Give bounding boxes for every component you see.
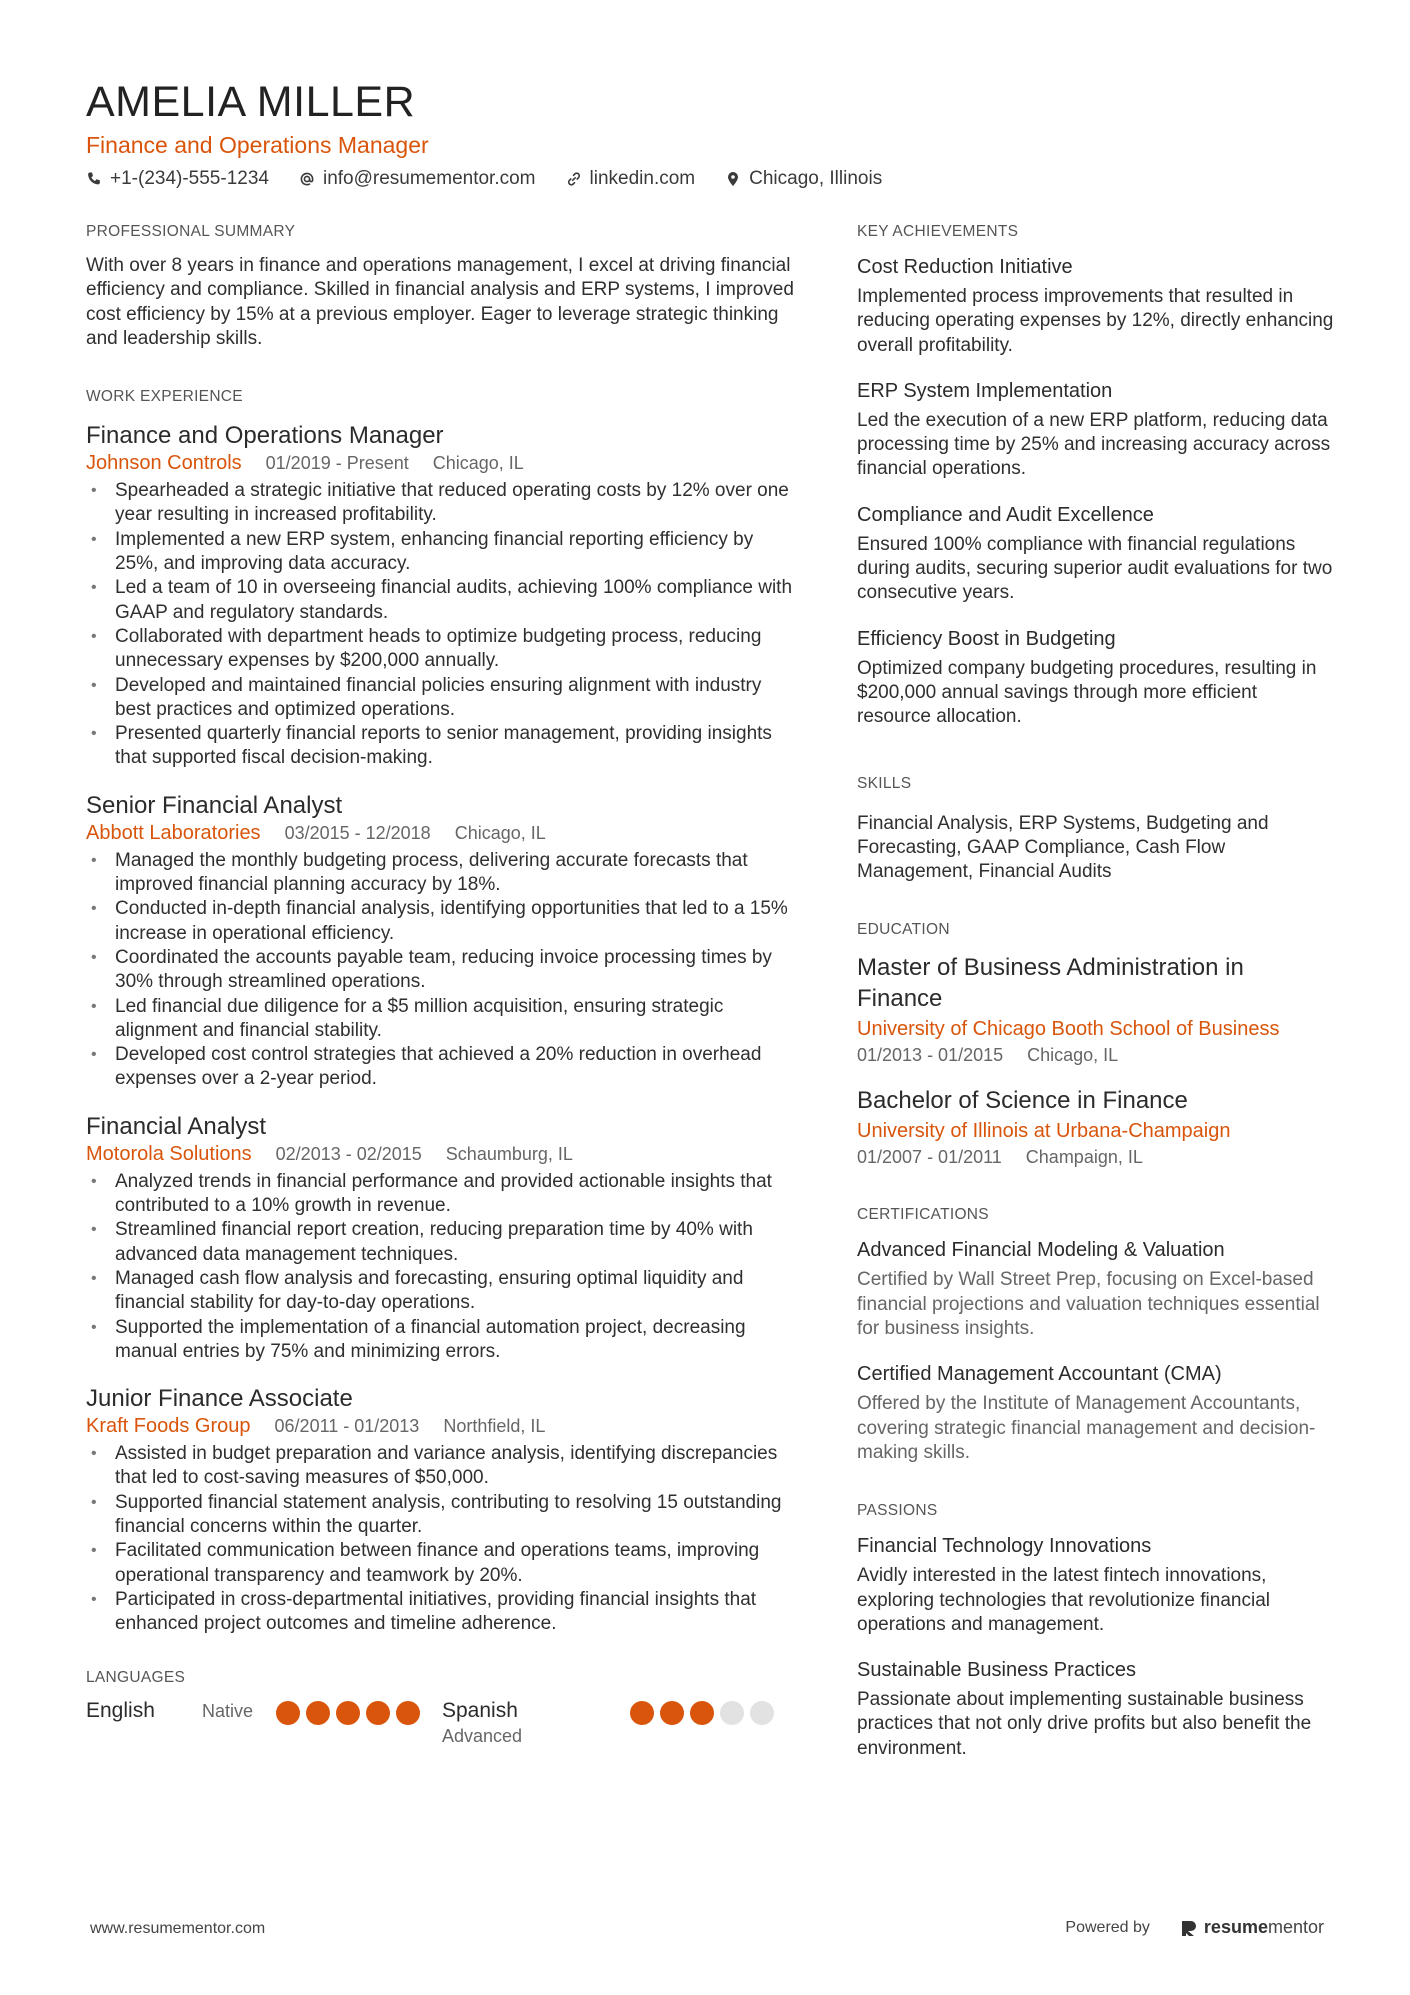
language-name: English (86, 1699, 155, 1723)
certification-title: Advanced Financial Modeling & Valuation (857, 1239, 1225, 1262)
job-company: Johnson Controls (86, 452, 242, 475)
job-title: Senior Financial Analyst (86, 791, 343, 819)
page-footer (0, 1912, 1410, 1952)
language-item-english (86, 1698, 442, 1748)
job-company: Motorola Solutions (86, 1142, 252, 1165)
passion-title: Financial Technology Innovations (857, 1535, 1152, 1558)
certifications-section (857, 1205, 1335, 1465)
bullet-item: • Supported the implementation of a financial automation project, decreasing manual entries by 75% and minimizing errors. (86, 1316, 798, 1365)
brand-logo[interactable] (1180, 1917, 1324, 1938)
rating-dot-filled (690, 1701, 714, 1725)
skills-section (857, 774, 1335, 885)
job-title: Financial Analyst (86, 1112, 267, 1140)
bullet-item: • Led financial due diligence for a $5 million acquisition, ensuring strategic alignment and financial stability. (86, 995, 798, 1044)
bullet-item: • Led a team of 10 in overseeing financial audits, achieving 100% compliance with GAAP and regulatory standards. (86, 576, 798, 625)
email-text: info@resumementor.com (322, 168, 536, 189)
candidate-name: AMELIA MILLER (86, 78, 416, 126)
job-bullets (86, 1442, 798, 1636)
passion-item (857, 1657, 1335, 1761)
education-dates: 01/2013 - 01/2015 (857, 1045, 1004, 1066)
left-column (86, 222, 798, 1748)
education-school: University of Illinois at Urbana-Champaign (857, 1120, 1231, 1143)
job-dates: 03/2015 - 12/2018 (284, 822, 431, 843)
job-bullets (86, 849, 798, 1092)
job-location: Northfield, IL (443, 1416, 546, 1437)
location-pin-icon (725, 171, 741, 187)
at-icon (299, 171, 315, 187)
job-entry (86, 1384, 798, 1636)
bullet-item: • Coordinated the accounts payable team, reducing invoice processing times by 30% through streamlined operations. (86, 946, 798, 995)
experience-section (86, 387, 798, 1636)
language-label-group (86, 1698, 202, 1724)
education-item (857, 1085, 1335, 1169)
job-meta (86, 1414, 798, 1439)
certification-item (857, 1237, 1335, 1341)
language-name: Spanish (442, 1699, 518, 1723)
rating-dot-filled (630, 1701, 654, 1725)
achievement-text: Led the execution of a new ERP platform, reducing data processing time by 25% and increasing accuracy across financial operations. (857, 409, 1331, 480)
certification-item (857, 1361, 1335, 1465)
achievement-text: Ensured 100% compliance with financial regulations during audits, securing superior audit evaluations for two consecutive years. (857, 533, 1333, 604)
achievement-item (857, 626, 1335, 730)
powered-by-label: Powered by (1065, 1918, 1150, 1936)
achievement-title: Compliance and Audit Excellence (857, 503, 1154, 526)
languages-row (86, 1698, 798, 1748)
bullet-item: • Developed cost control strategies that achieved a 20% reduction in overhead expenses over a 2-year period. (86, 1043, 798, 1092)
section-title-certifications: CERTIFICATIONS (857, 1206, 989, 1224)
achievement-item (857, 254, 1335, 358)
certification-text: Offered by the Institute of Management Accountants, covering strategic financial management and decision-making skills. (857, 1393, 1316, 1463)
job-entry (86, 421, 798, 771)
bullet-item: • Presented quarterly financial reports to senior management, providing insights that supported fiscal decision-making. (86, 722, 798, 771)
job-meta (86, 1142, 798, 1167)
language-level: Native (202, 1701, 254, 1722)
job-entry (86, 791, 798, 1092)
rating-dot-empty (720, 1701, 744, 1725)
job-dates: 06/2011 - 01/2013 (274, 1416, 420, 1437)
job-title: Junior Finance Associate (86, 1385, 353, 1413)
bullet-item: • Facilitated communication between finance and operations teams, improving operational transparency and teamwork by 20%. (86, 1539, 798, 1588)
language-level: Advanced (442, 1726, 523, 1747)
job-bullets (86, 1170, 798, 1364)
contact-linkedin[interactable] (566, 166, 696, 192)
rating-dot-filled (396, 1701, 420, 1725)
phone-text: +1-(234)-555-1234 (110, 168, 269, 189)
achievement-item (857, 378, 1335, 482)
achievement-title: ERP System Implementation (857, 379, 1113, 402)
education-degree: Master of Business Administration in Finance (857, 954, 1244, 1013)
language-label-group (442, 1698, 630, 1748)
job-bullets (86, 479, 798, 771)
education-location: Champaign, IL (1025, 1147, 1143, 1168)
achievement-title: Efficiency Boost in Budgeting (857, 627, 1116, 650)
rating-dot-filled (366, 1701, 390, 1725)
bullet-item: • Spearheaded a strategic initiative that reduced operating costs by 12% over one year resulting in increased profitability. (86, 479, 798, 528)
job-entry (86, 1112, 798, 1364)
education-dates: 01/2007 - 01/2011 (857, 1147, 1002, 1168)
summary-section (86, 222, 798, 351)
certification-title: Certified Management Accountant (CMA) (857, 1363, 1222, 1386)
brand-name-bold: resume (1203, 1917, 1268, 1937)
resumementor-logo-icon (1180, 1919, 1198, 1937)
job-dates: 01/2019 - Present (265, 453, 409, 474)
job-meta (86, 821, 798, 846)
rating-dot-empty (750, 1701, 774, 1725)
job-title: Finance and Operations Manager (86, 422, 444, 450)
job-location: Schaumburg, IL (445, 1143, 573, 1164)
education-section (857, 920, 1335, 1169)
language-rating (276, 1701, 420, 1725)
location-text: Chicago, Illinois (749, 168, 883, 189)
education-school: University of Chicago Booth School of Business (857, 1018, 1280, 1041)
bullet-item: • Collaborated with department heads to optimize budgeting process, reducing unnecessary expenses by $200,000 annually. (86, 625, 798, 674)
languages-section (86, 1668, 798, 1748)
link-icon (566, 171, 582, 187)
education-meta (857, 1043, 1335, 1067)
bullet-item: • Managed the monthly budgeting process, delivering accurate forecasts that improved financial planning accuracy by 18%. (86, 849, 798, 898)
passions-section (857, 1501, 1335, 1761)
education-location: Chicago, IL (1027, 1045, 1119, 1066)
phone-icon (86, 171, 102, 187)
rating-dot-filled (276, 1701, 300, 1725)
section-title-achievements: KEY ACHIEVEMENTS (857, 223, 1019, 240)
skills-text: Financial Analysis, ERP Systems, Budgeting and Forecasting, GAAP Compliance, Cash Flow Management, Financial Audits (857, 812, 1269, 883)
section-title-experience: WORK EXPERIENCE (86, 388, 243, 406)
bullet-item: • Managed cash flow analysis and forecasting, ensuring optimal liquidity and financial stability for day-to-day operations. (86, 1267, 798, 1316)
achievements-section (857, 222, 1335, 730)
contact-location (725, 166, 882, 192)
bullet-item: • Analyzed trends in financial performance and provided actionable insights that contributed to a 10% growth in revenue. (86, 1170, 798, 1219)
language-rating (630, 1701, 774, 1725)
footer-branding (1065, 1917, 1324, 1938)
job-dates: 02/2013 - 02/2015 (275, 1143, 422, 1164)
contact-bar (86, 166, 1326, 192)
education-degree: Bachelor of Science in Finance (857, 1087, 1188, 1115)
brand-name-rest: mentor (1267, 1917, 1324, 1937)
achievement-title: Cost Reduction Initiative (857, 256, 1073, 278)
passion-text: Passionate about implementing sustainable business practices that not only drive profits but also benefit the environment. (857, 1689, 1312, 1759)
education-meta (857, 1145, 1335, 1169)
education-item (857, 952, 1335, 1067)
section-title-skills: SKILLS (857, 774, 912, 792)
bullet-item: • Developed and maintained financial policies ensuring alignment with industry best practices and optimized operations. (86, 674, 798, 723)
job-location: Chicago, IL (454, 822, 546, 843)
section-title-languages: LANGUAGES (86, 1669, 186, 1687)
bullet-item: • Participated in cross-departmental initiatives, providing financial insights that enhanced project outcomes and timeline adherence. (86, 1588, 798, 1637)
linkedin-text: linkedin.com (589, 168, 696, 189)
contact-phone[interactable] (86, 166, 269, 192)
achievement-text: Optimized company budgeting procedures, resulting in $200,000 annual savings through more efficient resource allocation. (857, 657, 1317, 728)
summary-text: With over 8 years in finance and operations management, I excel at driving financial efficiency and compliance. Skilled in financial analysis and ERP systems, I improved cost efficiency by 15% at a previous employer. Eager to leverage strategic thinking and leadership skills. (86, 255, 794, 349)
candidate-title: Finance and Operations Manager (86, 132, 429, 158)
job-company: Abbott Laboratories (86, 821, 261, 844)
job-meta (86, 451, 798, 476)
achievement-text: Implemented process improvements that resulted in reducing operating expenses by 12%, directly enhancing overall profitability. (857, 286, 1334, 356)
achievement-item (857, 502, 1335, 606)
section-title-summary: PROFESSIONAL SUMMARY (86, 223, 296, 240)
rating-dot-filled (336, 1701, 360, 1725)
bullet-item: • Conducted in-depth financial analysis, identifying opportunities that led to a 15% increase in operational efficiency. (86, 897, 798, 946)
bullet-item: • Supported financial statement analysis, contributing to resolving 15 outstanding financial concerns within the quarter. (86, 1491, 798, 1540)
contact-email[interactable] (299, 166, 536, 192)
resume-header (86, 76, 1326, 192)
section-title-passions: PASSIONS (857, 1502, 938, 1520)
passion-title: Sustainable Business Practices (857, 1659, 1137, 1682)
job-company: Kraft Foods Group (86, 1415, 251, 1438)
right-column (857, 222, 1335, 1761)
certification-text: Certified by Wall Street Prep, focusing on Excel-based financial projections and valuation techniques essential for business insights. (857, 1269, 1320, 1340)
job-location: Chicago, IL (432, 453, 524, 474)
bullet-item: • Assisted in budget preparation and variance analysis, identifying discrepancies that led to cost-saving measures of $50,000. (86, 1442, 798, 1491)
passion-item (857, 1533, 1335, 1637)
language-item-spanish (442, 1698, 798, 1748)
rating-dot-filled (660, 1701, 684, 1725)
bullet-item: • Implemented a new ERP system, enhancing financial reporting efficiency by 25%, and improving data accuracy. (86, 528, 798, 577)
rating-dot-filled (306, 1701, 330, 1725)
section-title-education: EDUCATION (857, 921, 950, 939)
passion-text: Avidly interested in the latest fintech innovations, exploring technologies that revolutionize financial operations and management. (857, 1565, 1270, 1635)
bullet-item: • Streamlined financial report creation, reducing preparation time by 40% with advanced data management techniques. (86, 1218, 798, 1267)
footer-website[interactable]: www.resumementor.com (90, 1920, 266, 1937)
